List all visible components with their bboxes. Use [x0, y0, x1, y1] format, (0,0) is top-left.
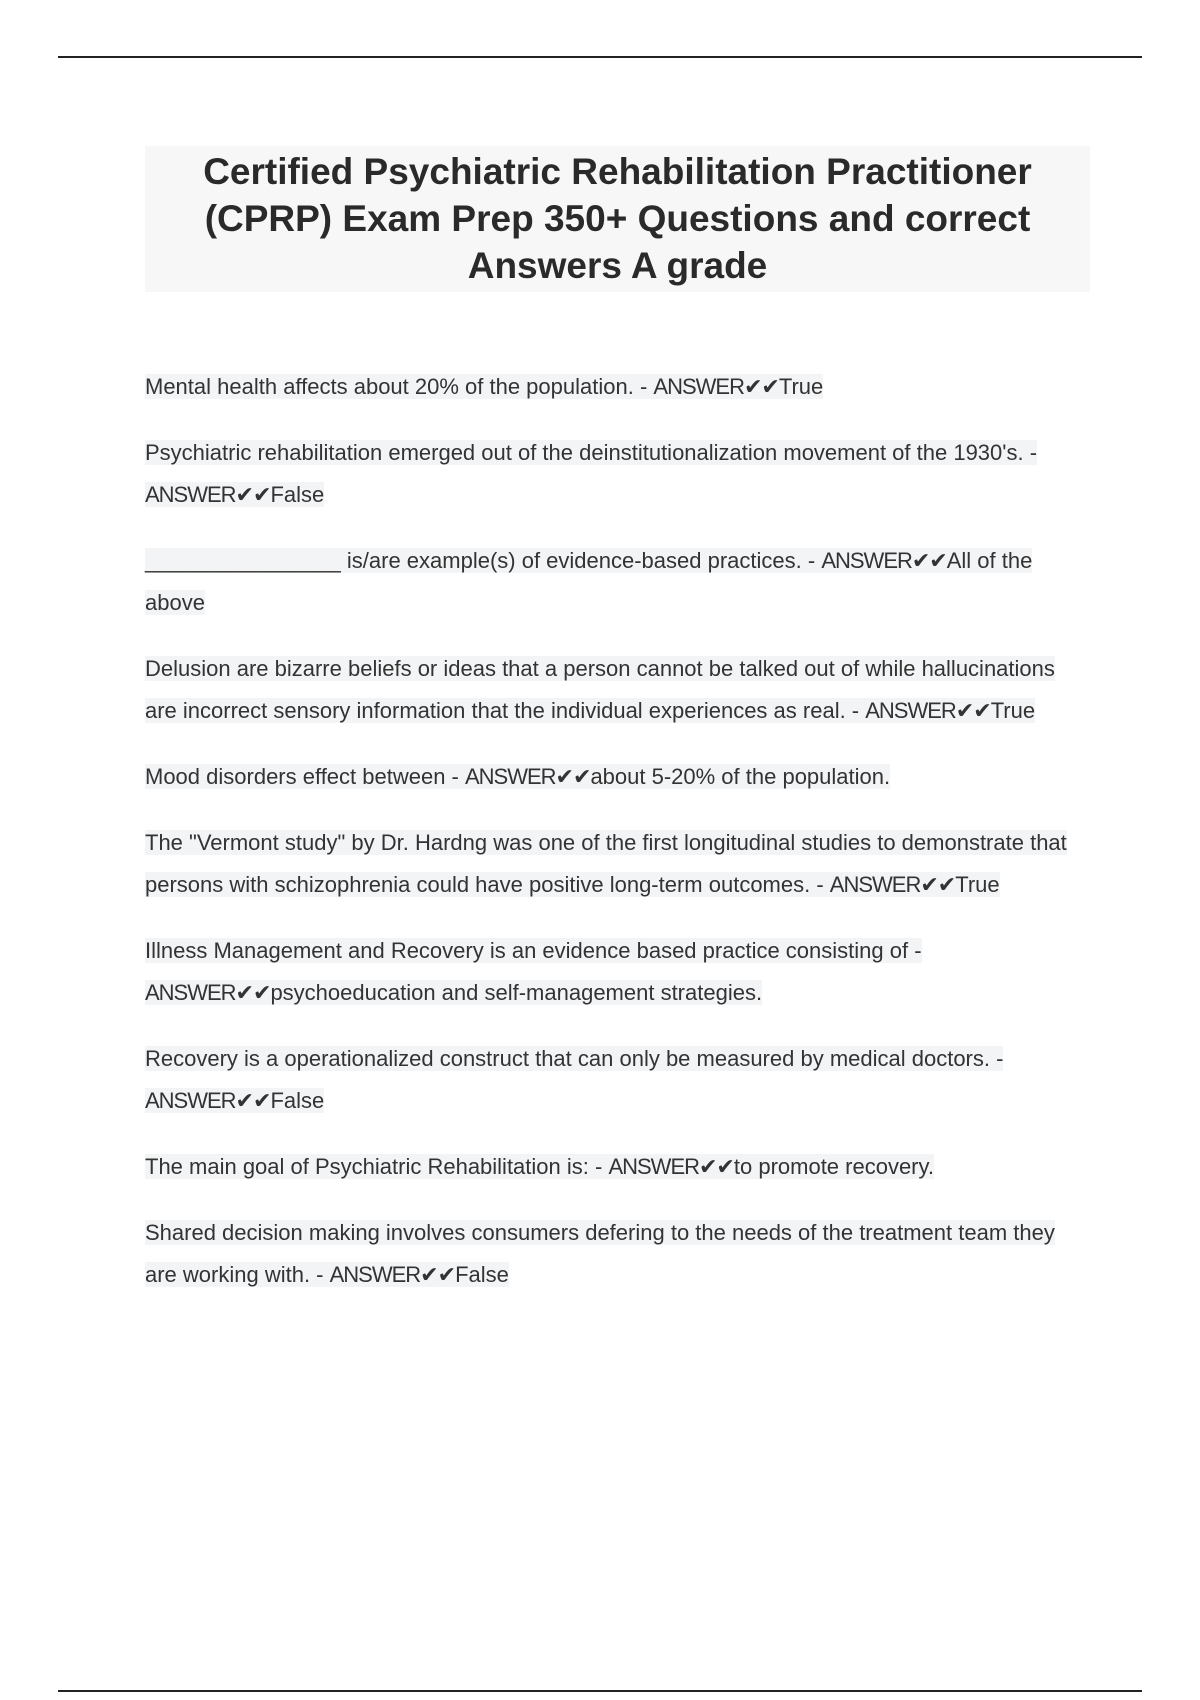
qa-item: [145, 756, 1090, 798]
answer-text: psychoeducation and self-management strategies.: [270, 980, 763, 1005]
question-text: Recovery is a operationalized construct that can only be measured by medical doctors. -: [145, 1046, 1004, 1071]
document-title: Certified Psychiatric Rehabilitation Practitioner (CPRP) Exam Prep 350+ Questions and correct Answers A grade: [145, 146, 1090, 292]
question-text: Illness Management and Recovery is an evidence based practice consisting of -: [145, 938, 922, 963]
answer-text: True: [990, 698, 1036, 723]
qa-item: [145, 1038, 1090, 1122]
qa-item: [145, 822, 1090, 906]
question-text: Delusion are bizarre beliefs or ideas that a person cannot be talked out of while hallucinations are incorrect sensory information that the individual experiences as real. -: [145, 656, 1055, 723]
qa-item: [145, 432, 1090, 516]
answer-text: to promote recovery.: [733, 1154, 934, 1179]
question-text: Shared decision making involves consumers defering to the needs of the treatment team they are working with. -: [145, 1220, 1055, 1287]
question-text: Psychiatric rehabilitation emerged out of the deinstitutionalization movement of the 1930's. -: [145, 440, 1038, 465]
answer-text: True: [955, 872, 1000, 897]
answer-marker: ANSWER✔✔: [821, 548, 947, 573]
question-text: ________________ is/are example(s) of evidence-based practices. -: [145, 548, 822, 573]
qa-item: [145, 1212, 1090, 1296]
qa-item: [145, 930, 1090, 1014]
answer-marker: ANSWER✔✔: [145, 1088, 271, 1113]
answer-marker: ANSWER✔✔: [145, 482, 271, 507]
qa-item: [145, 540, 1090, 624]
answer-text: False: [270, 482, 325, 507]
answer-marker: ANSWER✔✔: [653, 374, 779, 399]
answer-text: about 5-20% of the population.: [590, 764, 891, 789]
answer-marker: ANSWER✔✔: [329, 1262, 456, 1287]
answer-text: All of the above: [145, 548, 1033, 615]
answer-marker: ANSWER✔✔: [829, 872, 956, 897]
qa-item: [145, 648, 1090, 732]
qa-item: [145, 1146, 1090, 1188]
answer-marker: ANSWER✔✔: [465, 764, 591, 789]
question-text: The main goal of Psychiatric Rehabilitation is: -: [145, 1154, 609, 1179]
footer-rule: [58, 1690, 1142, 1692]
answer-text: False: [270, 1088, 325, 1113]
answer-marker: ANSWER✔✔: [865, 698, 991, 723]
question-text: Mood disorders effect between -: [145, 764, 465, 789]
answer-marker: ANSWER✔✔: [145, 980, 271, 1005]
answer-marker: ANSWER✔✔: [608, 1154, 734, 1179]
qa-list: [145, 366, 1090, 1320]
answer-text: True: [778, 374, 824, 399]
qa-item: [145, 366, 1090, 408]
answer-text: False: [455, 1262, 509, 1287]
question-text: The "Vermont study" by Dr. Hardng was one of the first longitudinal studies to demonstrate that persons with schizophrenia could have positive long-term outcomes. -: [145, 830, 1067, 897]
header-rule: [58, 56, 1142, 58]
question-text: Mental health affects about 20% of the population. -: [145, 374, 654, 399]
